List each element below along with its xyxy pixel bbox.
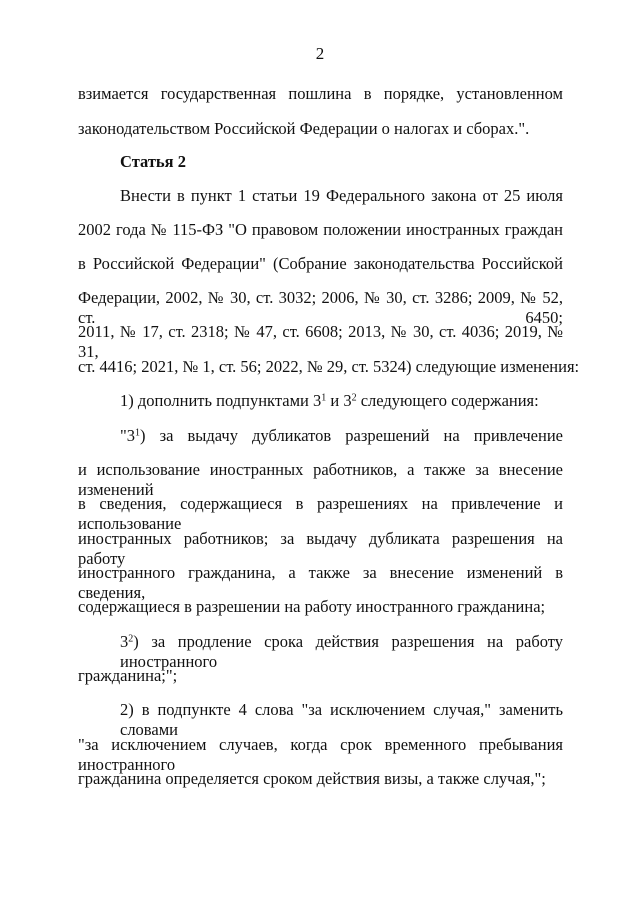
text-fragment: 3: [120, 632, 129, 651]
superscript: 2: [128, 633, 134, 645]
page-number: 2: [315, 44, 325, 63]
text-fragment: и 3: [326, 391, 352, 410]
article-heading: Статья 2: [120, 152, 186, 171]
text-line: содержащиеся в разрешении на работу иностранного гражданина;: [78, 597, 546, 616]
text-line: "за исключением случаев, когда срок временного пребывания иностранного: [78, 735, 563, 774]
text-line: 2002 года № 115-ФЗ "О правовом положении иностранных граждан: [78, 220, 563, 239]
text-line: Федерации, 2002, № 30, ст. 3032; 2006, № 30, ст. 3286; 2009, № 52, ст. 6450;: [78, 288, 563, 327]
text-line: ст. 4416; 2021, № 1, ст. 56; 2022, № 29, ст. 5324) следующие изменения:: [78, 357, 580, 376]
text-line: [120, 391, 563, 411]
text-fragment: "3: [120, 426, 135, 445]
text-line: законодательством Российской Федерации о налогах и сборах.".: [78, 119, 530, 138]
text-line: 2) в подпункте 4 слова "за исключением случая," заменить словами: [120, 700, 563, 739]
text-line: гражданина;";: [78, 666, 178, 685]
text-line: и использование иностранных работников, а также за внесение изменений: [78, 460, 563, 499]
superscript: 2: [351, 392, 357, 404]
text-fragment: ) за продление срока действия разрешения на работу иностранного: [120, 632, 563, 671]
text-line: в Российской Федерации" (Собрание законодательства Российской: [78, 254, 563, 273]
text-line: Внести в пункт 1 статьи 19 Федерального закона от 25 июля: [120, 186, 563, 205]
superscript: 1: [135, 427, 140, 439]
text-fragment: следующего содержания:: [356, 391, 539, 410]
superscript: 1: [321, 392, 327, 404]
text-line: 2011, № 17, ст. 2318; № 47, ст. 6608; 2013, № 30, ст. 4036; 2019, № 31,: [78, 322, 563, 361]
text-line: гражданина определяется сроком действия визы, а также случая,";: [78, 769, 546, 788]
text-line: [120, 426, 563, 446]
text-line: иностранных работников; за выдачу дубликата разрешения на работу: [78, 529, 563, 568]
text-line: иностранного гражданина, а также за внесение изменений в сведения,: [78, 563, 563, 602]
text-line: взимается государственная пошлина в порядке, установленном: [78, 84, 563, 103]
text-line: в сведения, содержащиеся в разрешениях на привлечение и использование: [78, 494, 563, 533]
text-fragment: 1) дополнить подпунктами 3: [120, 391, 322, 410]
text-fragment: ) за выдачу дубликатов разрешений на привлечение: [140, 426, 563, 445]
